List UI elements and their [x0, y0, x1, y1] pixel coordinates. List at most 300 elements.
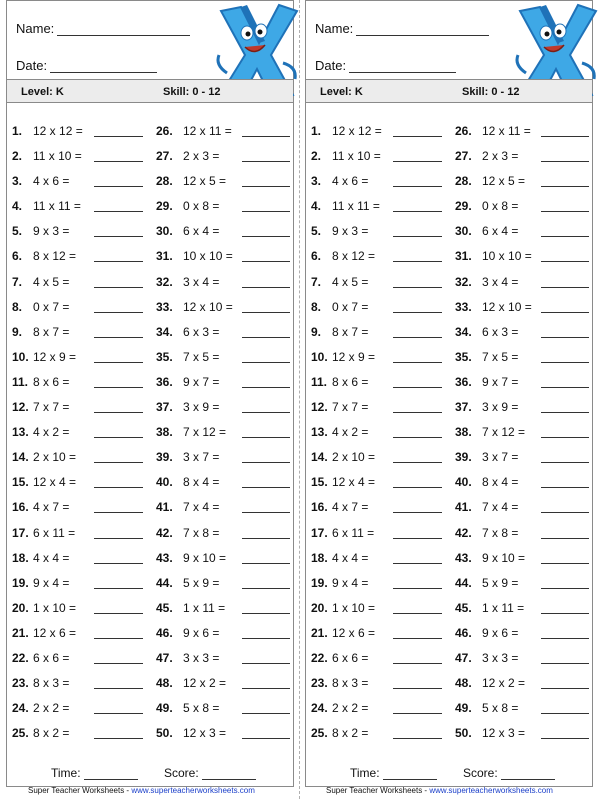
- answer-blank[interactable]: [541, 688, 589, 689]
- answer-blank[interactable]: [393, 412, 442, 413]
- problem-row: [311, 522, 449, 547]
- problem-row: [156, 471, 294, 496]
- date-field[interactable]: [315, 58, 456, 73]
- answer-blank[interactable]: [94, 412, 143, 413]
- answer-blank[interactable]: [94, 538, 143, 539]
- answer-blank[interactable]: [393, 312, 442, 313]
- problem-number: 38.: [455, 425, 472, 440]
- answer-blank[interactable]: [94, 638, 143, 639]
- answer-blank[interactable]: [393, 236, 442, 237]
- problem-row: [311, 597, 449, 622]
- problem-number: 43.: [455, 550, 472, 565]
- problem-equation: 7 x 12 =: [482, 425, 526, 440]
- answer-blank[interactable]: [393, 613, 442, 614]
- problem-row: [311, 697, 449, 722]
- problem-row: [156, 697, 294, 722]
- answer-blank[interactable]: [94, 462, 143, 463]
- problem-equation: 3 x 4 =: [482, 274, 519, 289]
- problem-number: 38.: [156, 425, 173, 440]
- answer-blank[interactable]: [541, 337, 589, 338]
- answer-blank[interactable]: [393, 487, 442, 488]
- problem-number: 2.: [311, 149, 322, 164]
- problem-number: 16.: [12, 500, 29, 515]
- problem-number: 28.: [455, 174, 472, 189]
- problem-equation: 10 x 10 =: [482, 249, 532, 264]
- problem-row: [455, 170, 593, 195]
- problem-equation: 12 x 6 =: [332, 625, 376, 640]
- date-blank-line[interactable]: [349, 58, 456, 73]
- answer-blank[interactable]: [393, 136, 442, 137]
- problem-row: [455, 597, 593, 622]
- problem-row: [311, 120, 449, 145]
- problem-number: 16.: [311, 500, 328, 515]
- answer-blank[interactable]: [242, 563, 290, 564]
- problem-row: [156, 346, 294, 371]
- answer-blank[interactable]: [242, 613, 290, 614]
- problem-row: [12, 296, 150, 321]
- answer-blank[interactable]: [242, 261, 290, 262]
- answer-blank[interactable]: [242, 588, 290, 589]
- problem-equation: 4 x 4 =: [332, 550, 369, 565]
- problem-number: 32.: [156, 274, 173, 289]
- answer-blank[interactable]: [541, 261, 589, 262]
- problem-row: [311, 421, 449, 446]
- problem-equation: 6 x 11 =: [33, 525, 76, 540]
- problem-row: [311, 170, 449, 195]
- name-blank-line[interactable]: [356, 21, 489, 36]
- problem-row: [311, 220, 449, 245]
- problem-row: [156, 496, 294, 521]
- answer-blank[interactable]: [393, 261, 442, 262]
- name-label: Name:: [315, 21, 354, 36]
- problem-row: [455, 697, 593, 722]
- problem-equation: 4 x 4 =: [33, 550, 70, 565]
- answer-blank[interactable]: [393, 337, 442, 338]
- problem-equation: 0 x 8 =: [183, 199, 220, 214]
- problem-row: [12, 195, 150, 220]
- problem-row: [12, 321, 150, 346]
- problem-row: [156, 245, 294, 270]
- level-label: Level: K: [21, 86, 64, 98]
- answer-blank[interactable]: [393, 186, 442, 187]
- problem-number: 31.: [455, 249, 472, 264]
- answer-blank[interactable]: [541, 412, 589, 413]
- problem-number: 34.: [455, 324, 472, 339]
- problem-row: [455, 471, 593, 496]
- problem-row: [12, 220, 150, 245]
- answer-blank[interactable]: [393, 362, 442, 363]
- problem-number: 30.: [455, 224, 472, 239]
- answer-blank[interactable]: [541, 713, 589, 714]
- credit-text: Super Teacher Worksheets -: [326, 786, 430, 795]
- problem-column-1: [311, 120, 449, 747]
- answer-blank[interactable]: [242, 738, 290, 739]
- answer-blank[interactable]: [393, 663, 442, 664]
- problem-equation: 12 x 5 =: [482, 174, 526, 189]
- problem-number: 45.: [455, 600, 472, 615]
- problem-number: 33.: [156, 299, 173, 314]
- problem-row: [12, 572, 150, 597]
- answer-blank[interactable]: [94, 236, 143, 237]
- problem-equation: 9 x 3 =: [332, 224, 369, 239]
- answer-blank[interactable]: [242, 462, 290, 463]
- answer-blank[interactable]: [94, 713, 143, 714]
- problem-row: [12, 471, 150, 496]
- problem-equation: 11 x 11 =: [33, 199, 81, 214]
- answer-blank[interactable]: [242, 663, 290, 664]
- problem-equation: 8 x 7 =: [33, 324, 70, 339]
- answer-blank[interactable]: [242, 387, 290, 388]
- answer-blank[interactable]: [242, 312, 290, 313]
- problem-equation: 1 x 10 =: [332, 600, 376, 615]
- answer-blank[interactable]: [94, 312, 143, 313]
- problem-equation: 9 x 3 =: [33, 224, 70, 239]
- name-field[interactable]: [16, 21, 190, 36]
- problem-equation: 9 x 7 =: [183, 374, 220, 389]
- problem-number: 39.: [156, 450, 173, 465]
- answer-blank[interactable]: [94, 186, 143, 187]
- problem-equation: 6 x 6 =: [33, 650, 70, 665]
- problem-row: [455, 421, 593, 446]
- problem-number: 24.: [12, 701, 29, 716]
- answer-blank[interactable]: [393, 462, 442, 463]
- problem-row: [156, 446, 294, 471]
- score-blank-line[interactable]: [202, 767, 256, 780]
- answer-blank[interactable]: [94, 487, 143, 488]
- answer-blank[interactable]: [242, 287, 290, 288]
- problem-row: [311, 446, 449, 471]
- answer-blank[interactable]: [94, 337, 143, 338]
- name-blank-line[interactable]: [57, 21, 190, 36]
- problem-row: [12, 120, 150, 145]
- problem-equation: 2 x 3 =: [482, 149, 519, 164]
- problem-row: [156, 622, 294, 647]
- answer-blank[interactable]: [541, 312, 589, 313]
- problem-equation: 7 x 8 =: [482, 525, 519, 540]
- problem-equation: 4 x 5 =: [332, 274, 369, 289]
- answer-blank[interactable]: [94, 136, 143, 137]
- problem-row: [455, 396, 593, 421]
- problem-number: 33.: [455, 299, 472, 314]
- problem-equation: 9 x 7 =: [482, 374, 519, 389]
- answer-blank[interactable]: [541, 487, 589, 488]
- answer-blank[interactable]: [541, 462, 589, 463]
- problem-number: 8.: [12, 299, 23, 314]
- problem-equation: 7 x 4 =: [482, 500, 519, 515]
- problem-equation: 12 x 11 =: [183, 124, 232, 138]
- problem-row: [311, 371, 449, 396]
- problem-row: [455, 647, 593, 672]
- problem-number: 27.: [156, 149, 173, 164]
- answer-blank[interactable]: [393, 437, 442, 438]
- problem-number: 18.: [311, 550, 328, 565]
- problem-equation: 4 x 6 =: [332, 174, 369, 189]
- answer-blank[interactable]: [541, 136, 589, 137]
- problem-equation: 9 x 4 =: [33, 575, 70, 590]
- answer-blank[interactable]: [393, 211, 442, 212]
- problem-row: [455, 672, 593, 697]
- answer-blank[interactable]: [242, 638, 290, 639]
- problem-number: 34.: [156, 324, 173, 339]
- problem-number: 47.: [156, 650, 173, 665]
- date-field[interactable]: [16, 58, 157, 73]
- answer-blank[interactable]: [541, 287, 589, 288]
- answer-blank[interactable]: [242, 487, 290, 488]
- problem-equation: 1 x 10 =: [33, 600, 77, 615]
- problem-number: 49.: [156, 701, 173, 716]
- problem-row: [156, 195, 294, 220]
- answer-blank[interactable]: [393, 563, 442, 564]
- answer-blank[interactable]: [94, 387, 143, 388]
- time-blank-line[interactable]: [383, 767, 437, 780]
- answer-blank[interactable]: [393, 688, 442, 689]
- problem-number: 3.: [12, 174, 23, 189]
- problem-row: [12, 672, 150, 697]
- problem-equation: 6 x 11 =: [332, 525, 375, 540]
- score-blank-line[interactable]: [501, 767, 555, 780]
- credit-link[interactable]: www.superteacherworksheets.com: [131, 786, 255, 795]
- problem-row: [455, 522, 593, 547]
- problem-row: [455, 296, 593, 321]
- problem-row: [311, 722, 449, 747]
- problem-equation: 5 x 9 =: [183, 575, 220, 590]
- problem-equation: 2 x 2 =: [33, 701, 70, 716]
- problem-number: 37.: [156, 400, 173, 415]
- answer-blank[interactable]: [94, 437, 143, 438]
- problem-equation: 12 x 11 =: [482, 124, 531, 138]
- problem-equation: 2 x 3 =: [183, 149, 220, 164]
- problem-equation: 7 x 4 =: [183, 500, 220, 515]
- problem-row: [455, 446, 593, 471]
- problem-number: 39.: [455, 450, 472, 465]
- problem-equation: 4 x 6 =: [33, 174, 70, 189]
- problem-row: [156, 371, 294, 396]
- score-field[interactable]: [463, 766, 555, 780]
- problem-column-2: [156, 120, 294, 747]
- answer-blank[interactable]: [393, 387, 442, 388]
- credit-text: Super Teacher Worksheets -: [28, 786, 132, 795]
- answer-blank[interactable]: [242, 538, 290, 539]
- date-blank-line[interactable]: [50, 58, 157, 73]
- time-blank-line[interactable]: [84, 767, 138, 780]
- time-field[interactable]: [51, 766, 138, 780]
- problem-row: [12, 170, 150, 195]
- problem-equation: 7 x 7 =: [332, 400, 369, 415]
- problem-equation: 12 x 2 =: [482, 676, 526, 691]
- answer-blank[interactable]: [541, 588, 589, 589]
- answer-blank[interactable]: [242, 236, 290, 237]
- name-label: Name:: [16, 21, 55, 36]
- problem-equation: 5 x 9 =: [482, 575, 519, 590]
- answer-blank[interactable]: [242, 437, 290, 438]
- answer-blank[interactable]: [541, 538, 589, 539]
- answer-blank[interactable]: [242, 211, 290, 212]
- answer-blank[interactable]: [541, 613, 589, 614]
- answer-blank[interactable]: [541, 387, 589, 388]
- answer-blank[interactable]: [393, 638, 442, 639]
- problem-row: [455, 120, 593, 145]
- answer-blank[interactable]: [94, 211, 143, 212]
- problem-equation: 12 x 2 =: [183, 676, 227, 691]
- answer-blank[interactable]: [242, 161, 290, 162]
- answer-blank[interactable]: [541, 512, 589, 513]
- problem-row: [311, 572, 449, 597]
- answer-blank[interactable]: [541, 236, 589, 237]
- problem-row: [12, 271, 150, 296]
- problem-equation: 4 x 7 =: [33, 500, 70, 515]
- answer-blank[interactable]: [393, 588, 442, 589]
- problem-number: 32.: [455, 274, 472, 289]
- answer-blank[interactable]: [242, 186, 290, 187]
- answer-blank[interactable]: [541, 563, 589, 564]
- answer-blank[interactable]: [242, 412, 290, 413]
- problem-number: 17.: [12, 525, 29, 540]
- problem-number: 22.: [311, 650, 328, 665]
- problem-equation: 1 x 11 =: [482, 600, 525, 615]
- answer-blank[interactable]: [541, 437, 589, 438]
- answer-blank[interactable]: [242, 512, 290, 513]
- problem-row: [12, 421, 150, 446]
- problem-equation: 12 x 12 =: [332, 124, 382, 138]
- answer-blank[interactable]: [94, 613, 143, 614]
- answer-blank[interactable]: [541, 161, 589, 162]
- problem-number: 14.: [12, 450, 29, 465]
- answer-blank[interactable]: [541, 663, 589, 664]
- time-label: Time:: [350, 766, 380, 780]
- level-skill-bar: [7, 79, 293, 103]
- answer-blank[interactable]: [541, 738, 589, 739]
- problem-row: [156, 396, 294, 421]
- problem-row: [156, 145, 294, 170]
- problem-number: 46.: [156, 625, 173, 640]
- credit-link[interactable]: www.superteacherworksheets.com: [429, 786, 553, 795]
- problem-number: 14.: [311, 450, 328, 465]
- problem-row: [156, 120, 294, 145]
- answer-blank[interactable]: [242, 136, 290, 137]
- problem-column-1: [12, 120, 150, 747]
- problem-number: 20.: [12, 600, 29, 615]
- answer-blank[interactable]: [94, 663, 143, 664]
- problem-number: 35.: [455, 349, 472, 364]
- answer-blank[interactable]: [393, 287, 442, 288]
- problem-row: [455, 145, 593, 170]
- problem-equation: 4 x 2 =: [33, 425, 70, 440]
- problem-row: [455, 722, 593, 747]
- answer-blank[interactable]: [541, 186, 589, 187]
- date-label: Date:: [16, 58, 48, 73]
- answer-blank[interactable]: [94, 738, 143, 739]
- problem-number: 13.: [311, 425, 328, 440]
- level-label: Level: K: [320, 86, 363, 98]
- answer-blank[interactable]: [242, 688, 290, 689]
- answer-blank[interactable]: [94, 588, 143, 589]
- problem-equation: 3 x 9 =: [183, 400, 220, 415]
- problem-number: 24.: [311, 701, 328, 716]
- answer-blank[interactable]: [242, 713, 290, 714]
- problem-equation: 2 x 2 =: [332, 701, 369, 716]
- problem-number: 15.: [12, 475, 29, 490]
- problem-number: 11.: [311, 374, 328, 389]
- problem-equation: 0 x 7 =: [332, 299, 369, 314]
- answer-blank[interactable]: [94, 512, 143, 513]
- answer-blank[interactable]: [94, 161, 143, 162]
- problem-row: [455, 572, 593, 597]
- problem-equation: 2 x 10 =: [332, 450, 376, 465]
- problem-equation: 11 x 10 =: [332, 149, 381, 164]
- problem-equation: 9 x 10 =: [482, 550, 526, 565]
- problem-number: 5.: [12, 224, 23, 239]
- problem-equation: 8 x 6 =: [33, 374, 70, 389]
- answer-blank[interactable]: [94, 287, 143, 288]
- answer-blank[interactable]: [94, 261, 143, 262]
- problem-number: 48.: [455, 676, 472, 691]
- answer-blank[interactable]: [94, 563, 143, 564]
- answer-blank[interactable]: [393, 512, 442, 513]
- problem-row: [156, 220, 294, 245]
- problem-number: 1.: [311, 124, 322, 138]
- problem-equation: 8 x 2 =: [33, 726, 70, 741]
- answer-blank[interactable]: [393, 738, 442, 739]
- problem-row: [311, 396, 449, 421]
- problem-number: 46.: [455, 625, 472, 640]
- score-field[interactable]: [164, 766, 256, 780]
- answer-blank[interactable]: [393, 713, 442, 714]
- problem-equation: 8 x 7 =: [332, 324, 369, 339]
- problem-grid: [7, 120, 293, 745]
- answer-blank[interactable]: [94, 688, 143, 689]
- problem-row: [156, 597, 294, 622]
- problem-number: 12.: [311, 400, 328, 415]
- problem-row: [156, 722, 294, 747]
- answer-blank[interactable]: [541, 362, 589, 363]
- problem-number: 26.: [455, 124, 472, 138]
- answer-blank[interactable]: [541, 211, 589, 212]
- time-field[interactable]: [350, 766, 437, 780]
- answer-blank[interactable]: [393, 538, 442, 539]
- problem-number: 37.: [455, 400, 472, 415]
- problem-equation: 11 x 11 =: [332, 199, 380, 214]
- answer-blank[interactable]: [94, 362, 143, 363]
- problem-number: 49.: [455, 701, 472, 716]
- problem-number: 9.: [311, 324, 322, 339]
- problem-row: [311, 271, 449, 296]
- problem-number: 11.: [12, 374, 29, 389]
- problem-number: 28.: [156, 174, 173, 189]
- problem-equation: 4 x 2 =: [332, 425, 369, 440]
- answer-blank[interactable]: [242, 362, 290, 363]
- problem-equation: 6 x 4 =: [183, 224, 220, 239]
- problem-row: [311, 647, 449, 672]
- problem-number: 4.: [12, 199, 23, 214]
- problem-equation: 8 x 3 =: [33, 676, 70, 691]
- name-field[interactable]: [315, 21, 489, 36]
- problem-equation: 8 x 12 =: [33, 249, 77, 264]
- problem-equation: 10 x 10 =: [183, 249, 233, 264]
- answer-blank[interactable]: [242, 337, 290, 338]
- problem-number: 25.: [12, 726, 29, 741]
- problem-number: 48.: [156, 676, 173, 691]
- problem-equation: 3 x 3 =: [482, 650, 519, 665]
- problem-row: [12, 522, 150, 547]
- answer-blank[interactable]: [541, 638, 589, 639]
- problem-equation: 12 x 4 =: [33, 475, 77, 490]
- problem-row: [311, 195, 449, 220]
- problem-number: 13.: [12, 425, 29, 440]
- problem-row: [311, 672, 449, 697]
- problem-equation: 12 x 10 =: [482, 299, 532, 314]
- answer-blank[interactable]: [393, 161, 442, 162]
- worksheet-right: [305, 0, 593, 787]
